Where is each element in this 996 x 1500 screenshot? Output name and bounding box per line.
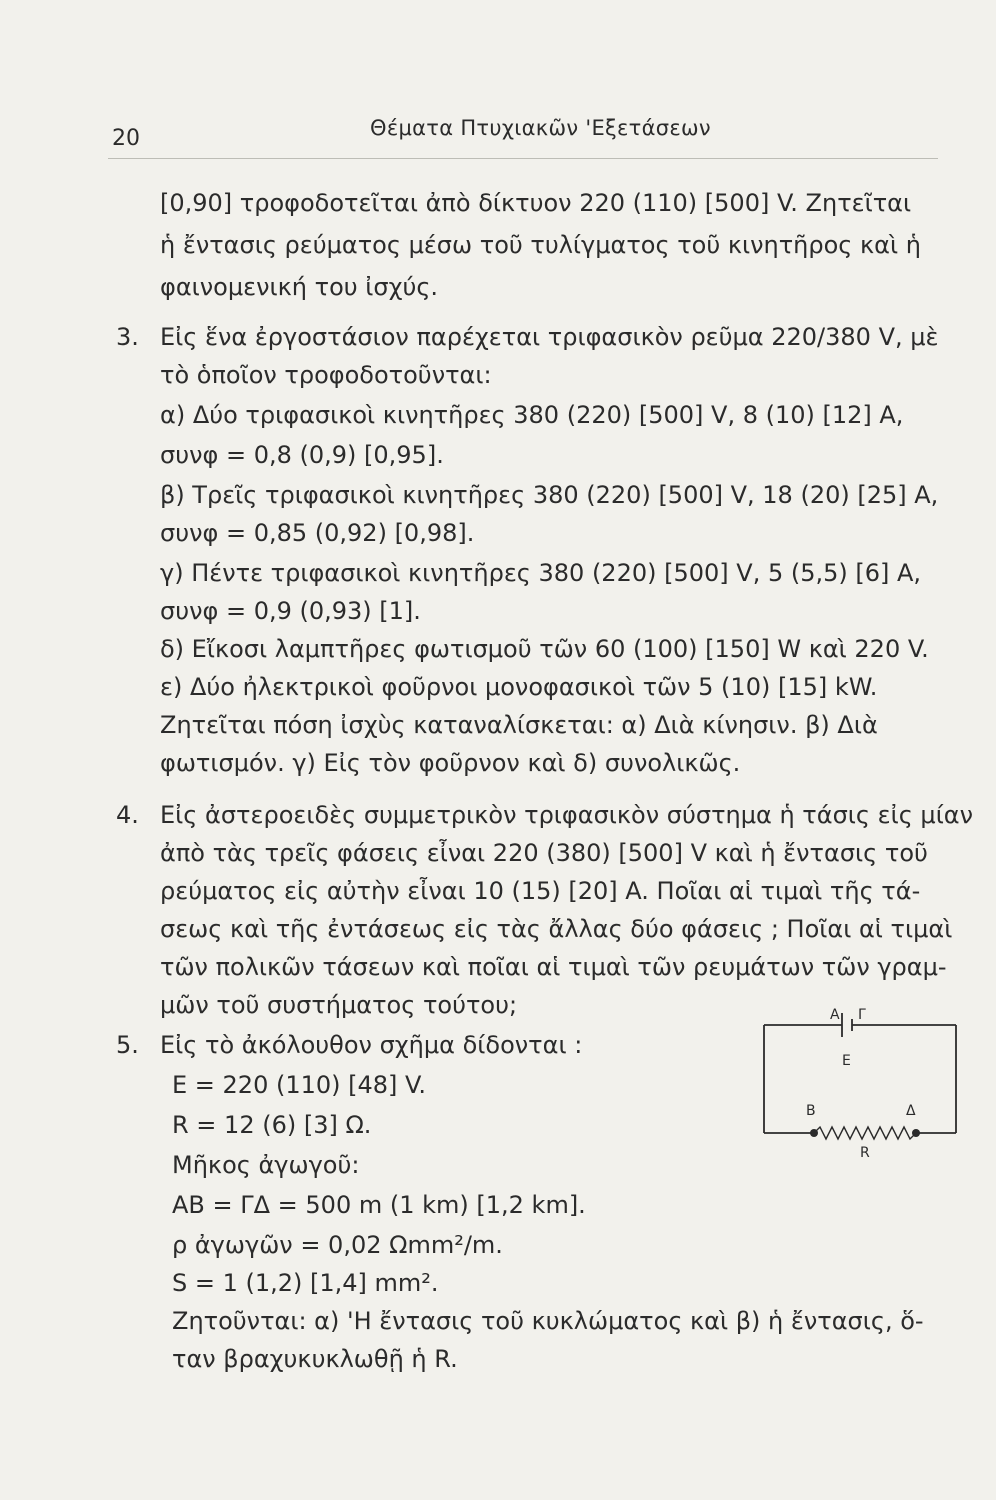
label-E: E — [842, 1053, 851, 1069]
text-line: Εἰς τὸ ἀκόλουθον σχῆμα δίδονται : — [160, 1031, 583, 1059]
label-R: R — [860, 1145, 870, 1161]
text-line: ρ ἀγωγῶν = 0,02 Ωmm²/m. — [172, 1231, 503, 1259]
label-Delta: Δ — [906, 1103, 916, 1119]
text-line: συνφ = 0,9 (0,93) [1]. — [160, 597, 421, 625]
text-line: Εἰς ἀστεροειδὲς συμμετρικὸν τριφασικὸν σύστημα ἡ τάσις εἰς μίαν — [160, 801, 974, 829]
text-line: Μῆκος ἀγωγοῦ: — [172, 1151, 360, 1179]
text-line: φωτισμόν. γ) Εἰς τὸν φοῦρνον καὶ δ) συνολικῶς. — [160, 749, 741, 777]
text-line: E = 220 (110) [48] V. — [172, 1071, 426, 1099]
text-line: ε) Δύο ἠλεκτρικοὶ φοῦρνοι μονοφασικοὶ τῶν 5 (10) [15] kW. — [160, 673, 878, 701]
text-line: τῶν πολικῶν τάσεων καὶ ποῖαι αἱ τιμαὶ τῶν ρευμάτων τῶν γραμ- — [160, 953, 947, 981]
label-A: A — [830, 1007, 840, 1023]
problem-number-3: 3. — [116, 323, 139, 351]
terminal-dot-B — [810, 1129, 818, 1137]
text-line: φαινομενική του ἰσχύς. — [160, 273, 439, 301]
text-line: δ) Εἴκοσι λαμπτῆρες φωτισμοῦ τῶν 60 (100) [150] W καὶ 220 V. — [160, 635, 929, 663]
text-line: συνφ = 0,85 (0,92) [0,98]. — [160, 519, 475, 547]
text-line: Ζητοῦνται: α) 'Η ἔντασις τοῦ κυκλώματος καὶ β) ἡ ἔντασις, ὅ- — [172, 1307, 924, 1335]
text-line: ἡ ἔντασις ρεύματος μέσω τοῦ τυλίγματος τοῦ κινητῆρος καὶ ἡ — [160, 231, 921, 259]
text-line: β) Τρεῖς τριφασικοὶ κινητῆρες 380 (220) [500] V, 18 (20) [25] A, — [160, 481, 939, 509]
text-line: σεως καὶ τῆς ἐντάσεως εἰς τὰς ἄλλας δύο φάσεις ; Ποῖαι αἱ τιμαὶ — [160, 915, 953, 943]
text-line: [0,90] τροφοδοτεῖται ἀπὸ δίκτυον 220 (110) [500] V. Ζητεῖται — [160, 189, 912, 217]
text-line: ταν βραχυκυκλωθῇ ἡ R. — [172, 1345, 458, 1373]
problem-number-4: 4. — [116, 801, 139, 829]
resistor-zigzag — [814, 1127, 916, 1139]
header-rule — [108, 158, 938, 159]
text-line: AB = ΓΔ = 500 m (1 km) [1,2 km]. — [172, 1191, 586, 1219]
text-line: Εἰς ἕνα ἐργοστάσιον παρέχεται τριφασικὸν ρεῦμα 220/380 V, μὲ — [160, 323, 939, 351]
text-line: S = 1 (1,2) [1,4] mm². — [172, 1269, 439, 1297]
text-line: τὸ ὁποῖον τροφοδοτοῦνται: — [160, 361, 492, 389]
page-number: 20 — [112, 126, 140, 151]
text-line: ἀπὸ τὰς τρεῖς φάσεις εἶναι 220 (380) [500] V καὶ ἡ ἔντασις τοῦ — [160, 839, 928, 867]
running-header-title: Θέματα Πτυχιακῶν 'Εξετάσεων — [370, 116, 711, 140]
text-line: μῶν τοῦ συστήματος τούτου; — [160, 991, 518, 1019]
terminal-dot-Delta — [912, 1129, 920, 1137]
text-line: α) Δύο τριφασικοὶ κινητῆρες 380 (220) [500] V, 8 (10) [12] A, — [160, 401, 904, 429]
circuit-diagram — [760, 1005, 970, 1165]
text-line: R = 12 (6) [3] Ω. — [172, 1111, 372, 1139]
label-B: B — [806, 1103, 816, 1119]
label-Gamma: Γ — [858, 1007, 866, 1023]
problem-number-5: 5. — [116, 1031, 139, 1059]
text-line: γ) Πέντε τριφασικοὶ κινητῆρες 380 (220) [500] V, 5 (5,5) [6] A, — [160, 559, 922, 587]
text-line: ρεύματος εἰς αὐτὴν εἶναι 10 (15) [20] A. Ποῖαι αἱ τιμαὶ τῆς τά- — [160, 877, 921, 905]
text-line: συνφ = 0,8 (0,9) [0,95]. — [160, 441, 444, 469]
text-line: Ζητεῖται πόση ἰσχὺς καταναλίσκεται: α) Διὰ κίνησιν. β) Διὰ — [160, 711, 878, 739]
